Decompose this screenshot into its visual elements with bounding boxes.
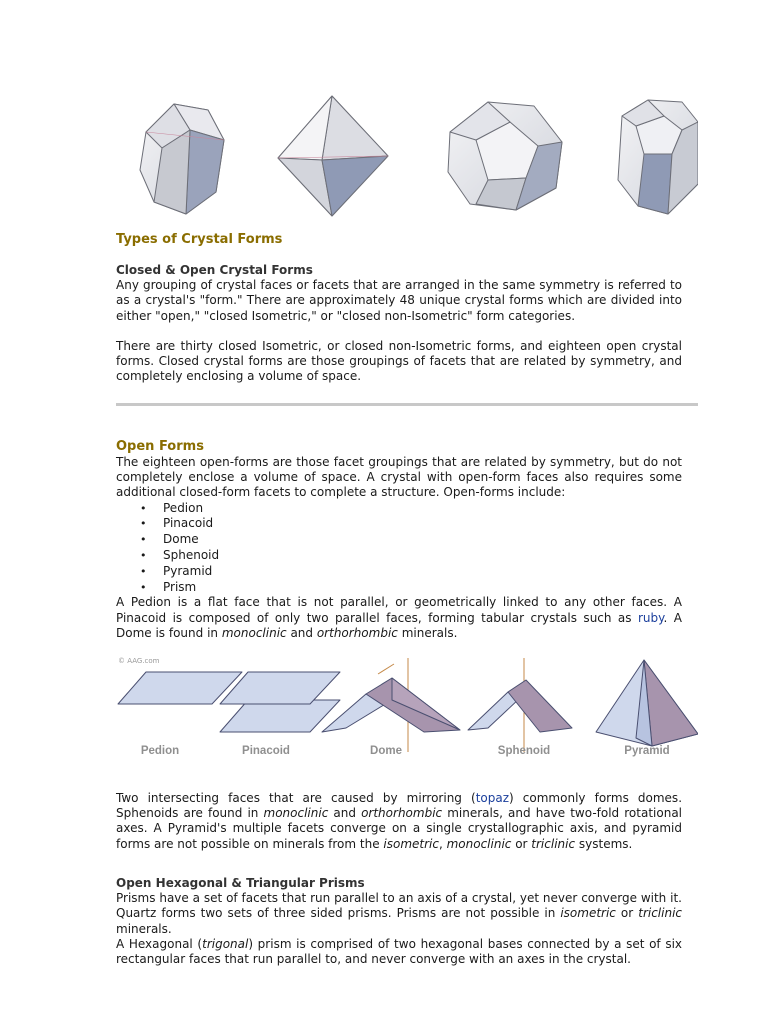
dome-shape <box>322 658 460 752</box>
list-item: • Sphenoid <box>116 548 682 564</box>
open-forms-description: A Pedion is a flat face that is not parallel, or geometrically linked to any other faces. A Pinacoid is composed of only two parallel faces, forming tabular crystals such as ruby. A Dome is found in monoclinic and orthorhombic minerals. <box>116 595 682 640</box>
prisms-section <box>116 876 682 967</box>
prisms-subheading: Open Hexagonal & Triangular Prisms <box>116 876 365 890</box>
list-item: • Pinacoid <box>116 516 682 532</box>
image-credit: © AAG.com <box>118 657 160 665</box>
sphenoid-label: Sphenoid <box>497 745 551 757</box>
open-forms-section <box>116 455 682 641</box>
pyramid-label: Pyramid <box>624 745 670 757</box>
prisms-paragraph-1: Prisms have a set of facets that run parallel to an axis of a crystal, yet never converge with it. Quartz forms two sets of three sided prisms. Prisms are not possible in isometric or triclinic minerals. <box>116 891 683 936</box>
domes-paragraph: Two intersecting faces that are caused by mirroring (topaz) commonly forms domes. Sphenoids are found in monoclinic and orthorhombic minerals, and have two-fold rotational axes. A Pyramid's multiple facets converge on a single crystallographic axis, and pyramid forms are not possible on minerals from the isometric, monoclinic or triclinic systems. <box>116 791 683 851</box>
pinacoid-shape <box>220 672 340 732</box>
hexagonal-prism-crystal-icon <box>140 104 224 214</box>
topaz-link[interactable]: topaz <box>475 791 510 805</box>
open-forms-list <box>116 501 682 596</box>
closed-open-paragraph-2: There are thirty closed Isometric, or closed non-Isometric forms, and eighteen open crystal forms. Closed crystal forms are those groupings of facets that are related by symmetry, and completely enclosing a volume of space. <box>116 338 682 384</box>
list-item: • Dome <box>116 532 682 548</box>
closed-open-paragraph-1: Any grouping of crystal faces or facets that are arranged in the same symmetry is referred to as a crystal's "form." There are approximately 48 unique crystal forms which are divided into either "open," "closed Isometric," or "closed non-Isometric" form categories. <box>116 278 682 323</box>
types-of-crystal-forms-heading: Types of Crystal Forms <box>116 232 283 247</box>
closed-open-subheading: Closed & Open Crystal Forms <box>116 263 313 277</box>
open-forms-figure <box>116 654 698 760</box>
pedion-label: Pedion <box>140 745 180 757</box>
sphenoid-shape <box>468 658 572 752</box>
ruby-link[interactable]: ruby <box>637 610 664 625</box>
list-item: • Pyramid <box>116 564 682 580</box>
pedion-shape <box>118 672 242 704</box>
list-item: • Prism <box>116 580 682 596</box>
crystal-forms-figure <box>116 92 698 218</box>
octahedron-crystal-icon <box>278 96 388 216</box>
prisms-paragraph-2: A Hexagonal (trigonal) prism is comprised of two hexagonal bases connected by a set of six rectangular faces that run parallel to, and never converge with an axes in the crystal. <box>116 936 683 967</box>
pyramid-shape <box>596 660 698 746</box>
faceted-crystal-icon <box>618 100 698 214</box>
dodecahedron-crystal-icon <box>448 102 562 210</box>
list-item: • Pedion <box>116 501 682 517</box>
dome-label: Dome <box>370 745 402 757</box>
closed-open-section <box>116 263 682 384</box>
open-forms-heading: Open Forms <box>116 439 204 454</box>
pinacoid-label: Pinacoid <box>242 745 290 757</box>
section-divider <box>116 403 698 406</box>
open-forms-intro: The eighteen open-forms are those facet groupings that are related by symmetry, but do not completely enclose a volume of space. A crystal with open-form faces also requires some additional closed-form facets to complete a structure. Open-forms include: <box>116 455 682 500</box>
